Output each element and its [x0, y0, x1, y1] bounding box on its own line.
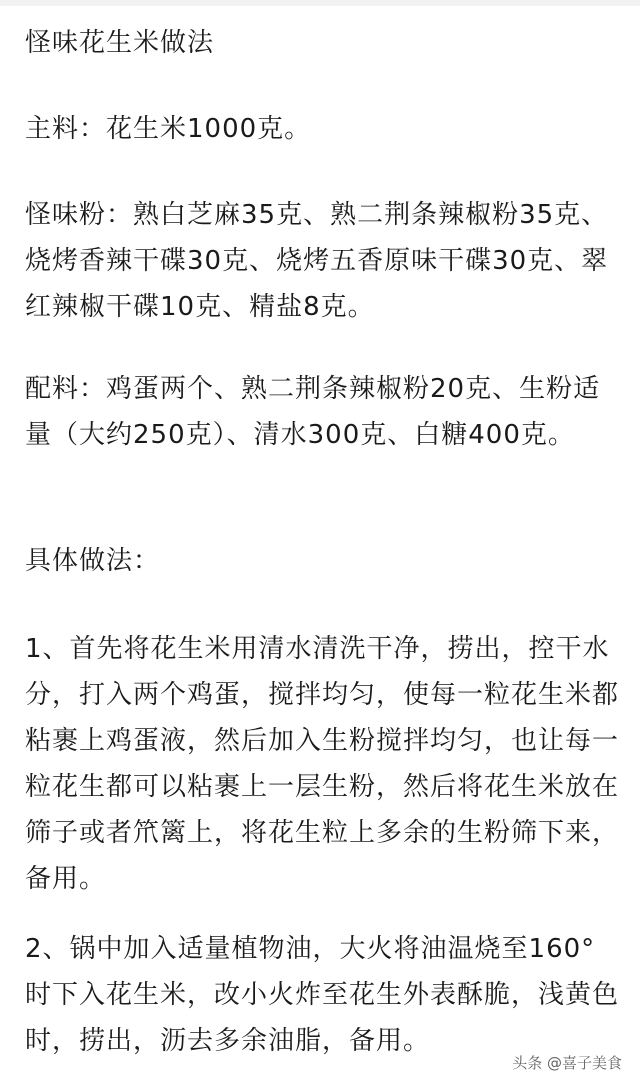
article-title: 怪味花生米做法	[25, 28, 215, 58]
method-heading: 具体做法：	[25, 546, 161, 576]
step-2-text: 2、锅中加入适量植物油，大火将油温烧至160°时下入花生米，改小火炸至花生外表酥脆，浅黄色时，捞出，沥去多余油脂，备用。	[25, 934, 620, 1056]
main-ingredient-text: 主料：花生米1000克。	[25, 114, 312, 144]
top-divider	[0, 0, 640, 6]
source-watermark: 头条 @喜子美食	[512, 1054, 622, 1072]
side-ingredients-text: 配料：鸡蛋两个、熟二荆条辣椒粉20克、生粉适量（大约250克）、清水300克、白糖400克。	[25, 374, 601, 450]
step-1-text: 1、首先将花生米用清水清洗干净，捞出，控干水分，打入两个鸡蛋，搅拌均匀，使每一粒花生米都粘裹上鸡蛋液，然后加入生粉搅拌均匀，也让每一粒花生都可以粘裹上一层生粉，然后将花生米放在筛子或者笊篱上，将花生粒上多余的生粉筛下来，备用。	[25, 634, 620, 894]
seasoning-powder-text: 怪味粉：熟白芝麻35克、熟二荆条辣椒粉35克、烧烤香辣干碟30克、烧烤五香原味干碟30克、翠红辣椒干碟10克、精盐8克。	[25, 200, 609, 322]
